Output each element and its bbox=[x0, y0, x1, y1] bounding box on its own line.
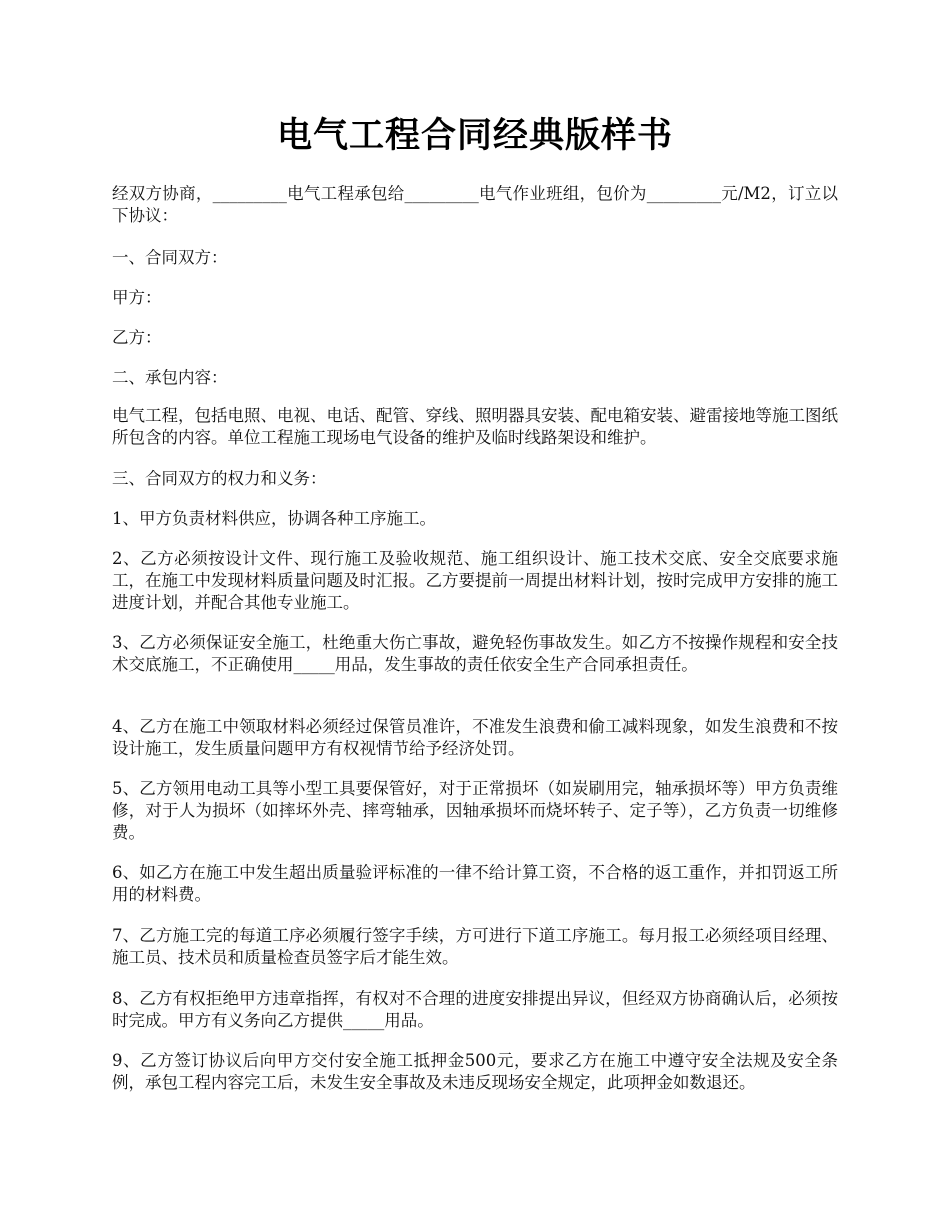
clause-9: 9、乙方签订协议后向甲方交付安全施工抵押金500元，要求乙方在施工中遵守安全法规及安全条例，承包工程内容完工后，未发生安全事故及未违反现场安全规定，此项押金如数退还。 bbox=[112, 1051, 838, 1092]
section-heading-rights: 三、合同双方的权力和义务： bbox=[112, 469, 327, 488]
clause-2: 2、乙方必须按设计文件、现行施工及验收规范、施工组织设计、施工技术交底、安全交底要求施工，在施工中发现材料质量问题及时汇报。乙方要提前一周提出材料计划，按时完成甲方安排的施工进度计划，并配合其他专业施工。 bbox=[112, 549, 838, 612]
party-a-line: 甲方： bbox=[112, 288, 162, 307]
section-heading-scope: 二、承包内容： bbox=[112, 368, 228, 387]
clause-3: 3、乙方必须保证安全施工，杜绝重大伤亡事故，避免轻伤事故发生。如乙方不按操作规程和安全技术交底施工，不正确使用_____用品，发生事故的责任依安全生产合同承担责任。 bbox=[112, 633, 838, 674]
intro-paragraph: 经双方协商，_________电气工程承包给_________电气作业班组，包价为_________元/M2，订立以下协议： bbox=[112, 184, 838, 225]
clause-6: 6、如乙方在施工中发生超出质量验评标准的一律不给计算工资，不合格的返工重作，并扣罚返工所用的材料费。 bbox=[112, 863, 838, 904]
clause-1: 1、甲方负责材料供应，协调各种工序施工。 bbox=[112, 509, 436, 528]
scope-paragraph: 电气工程，包括电照、电视、电话、配管、穿线、照明器具安装、配电箱安装、避雷接地等施工图纸所包含的内容。单位工程施工现场电气设备的维护及临时线路架设和维护。 bbox=[112, 406, 838, 447]
clause-8: 8、乙方有权拒绝甲方违章指挥，有权对不合理的进度安排提出异议，但经双方协商确认后，必须按时完成。甲方有义务向乙方提供_____用品。 bbox=[112, 989, 838, 1030]
clause-4: 4、乙方在施工中领取材料必须经过保管员准许，不准发生浪费和偷工减料现象，如发生浪费和不按设计施工，发生质量问题甲方有权视情节给予经济处罚。 bbox=[112, 717, 838, 758]
document-title: 电气工程合同经典版样书 bbox=[276, 115, 673, 156]
clause-7: 7、乙方施工完的每道工序必须履行签字手续，方可进行下道工序施工。每月报工必须经项目经理、施工员、技术员和质量检查员签字后才能生效。 bbox=[112, 926, 838, 967]
party-b-line: 乙方： bbox=[112, 328, 162, 347]
clause-5: 5、乙方领用电动工具等小型工具要保管好，对于正常损坏（如炭刷用完，轴承损坏等）甲方负责维修，对于人为损坏（如摔坏外壳、摔弯轴承，因轴承损坏而烧坏转子、定子等），乙方负责一切维修费。 bbox=[112, 779, 838, 842]
section-heading-parties: 一、合同双方： bbox=[112, 248, 228, 267]
